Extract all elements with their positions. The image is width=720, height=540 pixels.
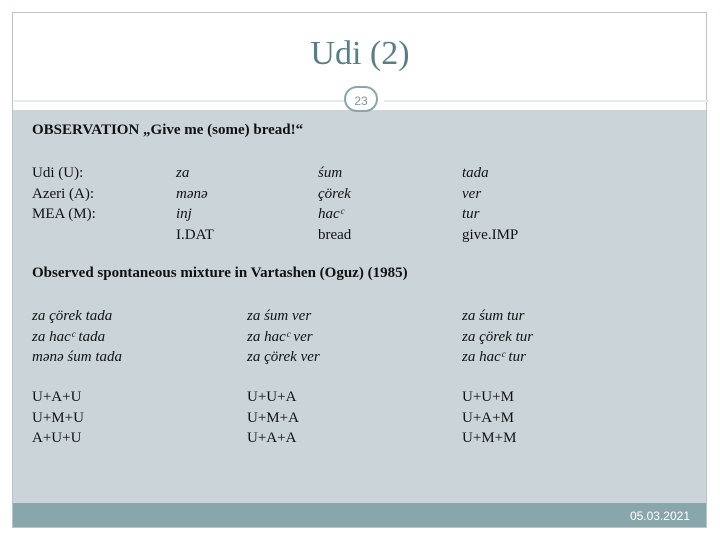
source-code: U+U+M bbox=[462, 389, 514, 405]
mixture-phrase: za çörek tur bbox=[462, 328, 534, 345]
gloss-i-dat: I.DAT bbox=[176, 226, 214, 243]
slide-title: Udi (2) bbox=[310, 35, 410, 72]
mixture-phrase: za çörek ver bbox=[247, 349, 320, 365]
label-udi: Udi (U): bbox=[32, 165, 84, 181]
observation-heading: OBSERVATION „Give me (some) bread!“ bbox=[32, 122, 304, 138]
title-divider-left bbox=[14, 100, 357, 102]
source-code: A+U+U bbox=[32, 430, 82, 446]
label-mea: MEA (M): bbox=[32, 206, 96, 222]
gloss-column-3 bbox=[462, 163, 518, 245]
mixture-phrase: za śum ver bbox=[247, 308, 312, 324]
source-code: U+A+A bbox=[247, 430, 297, 446]
source-code: U+A+M bbox=[462, 409, 514, 426]
mixture-phrase: za çörek tada bbox=[32, 308, 113, 324]
source-code: U+M+A bbox=[247, 409, 299, 426]
word-tur: tur bbox=[462, 206, 480, 222]
mixture-row1-col2 bbox=[247, 306, 320, 368]
mixture-row1-col3 bbox=[462, 306, 533, 368]
mixture-row2-col1 bbox=[32, 387, 84, 449]
mixture-row1-col1 bbox=[32, 306, 122, 368]
source-code: U+A+U bbox=[32, 389, 82, 405]
footer-bar bbox=[13, 503, 706, 527]
word-sum: śum bbox=[318, 165, 343, 181]
mixture-phrase: za hacᶜ ver bbox=[247, 328, 313, 345]
word-za: za bbox=[176, 165, 190, 181]
mixture-phrase: za hacᶜ tur bbox=[462, 349, 526, 365]
gloss-bread: bread bbox=[318, 226, 352, 243]
gloss-give-imp: give.IMP bbox=[462, 226, 519, 243]
source-code: U+M+U bbox=[32, 409, 84, 426]
mixture-phrase: za hacᶜ tada bbox=[32, 328, 106, 345]
source-code: U+U+A bbox=[247, 389, 297, 405]
slide-date: 05.03.2021 bbox=[629, 509, 690, 523]
word-corek: çörek bbox=[318, 185, 351, 202]
slide-number-badge: 23 bbox=[344, 86, 378, 112]
word-inj: inj bbox=[176, 206, 192, 222]
language-labels bbox=[32, 163, 96, 225]
title-divider-right bbox=[384, 100, 709, 102]
word-ver: ver bbox=[462, 185, 482, 202]
mixture-phrase: mənə śum tada bbox=[32, 349, 122, 365]
source-code: U+M+M bbox=[462, 430, 517, 446]
mixture-heading: Observed spontaneous mixture in Vartashen (Oguz) (1985) bbox=[32, 265, 408, 281]
gloss-column-1 bbox=[176, 163, 214, 245]
mixture-row2-col2 bbox=[247, 387, 299, 449]
word-hac: hacᶜ bbox=[318, 206, 344, 222]
word-mene: mənə bbox=[176, 185, 208, 202]
gloss-column-2 bbox=[318, 163, 351, 245]
label-azeri: Azeri (A): bbox=[32, 185, 95, 202]
mixture-phrase: za śum tur bbox=[462, 308, 525, 324]
mixture-row2-col3 bbox=[462, 387, 516, 449]
word-tada: tada bbox=[462, 165, 489, 181]
